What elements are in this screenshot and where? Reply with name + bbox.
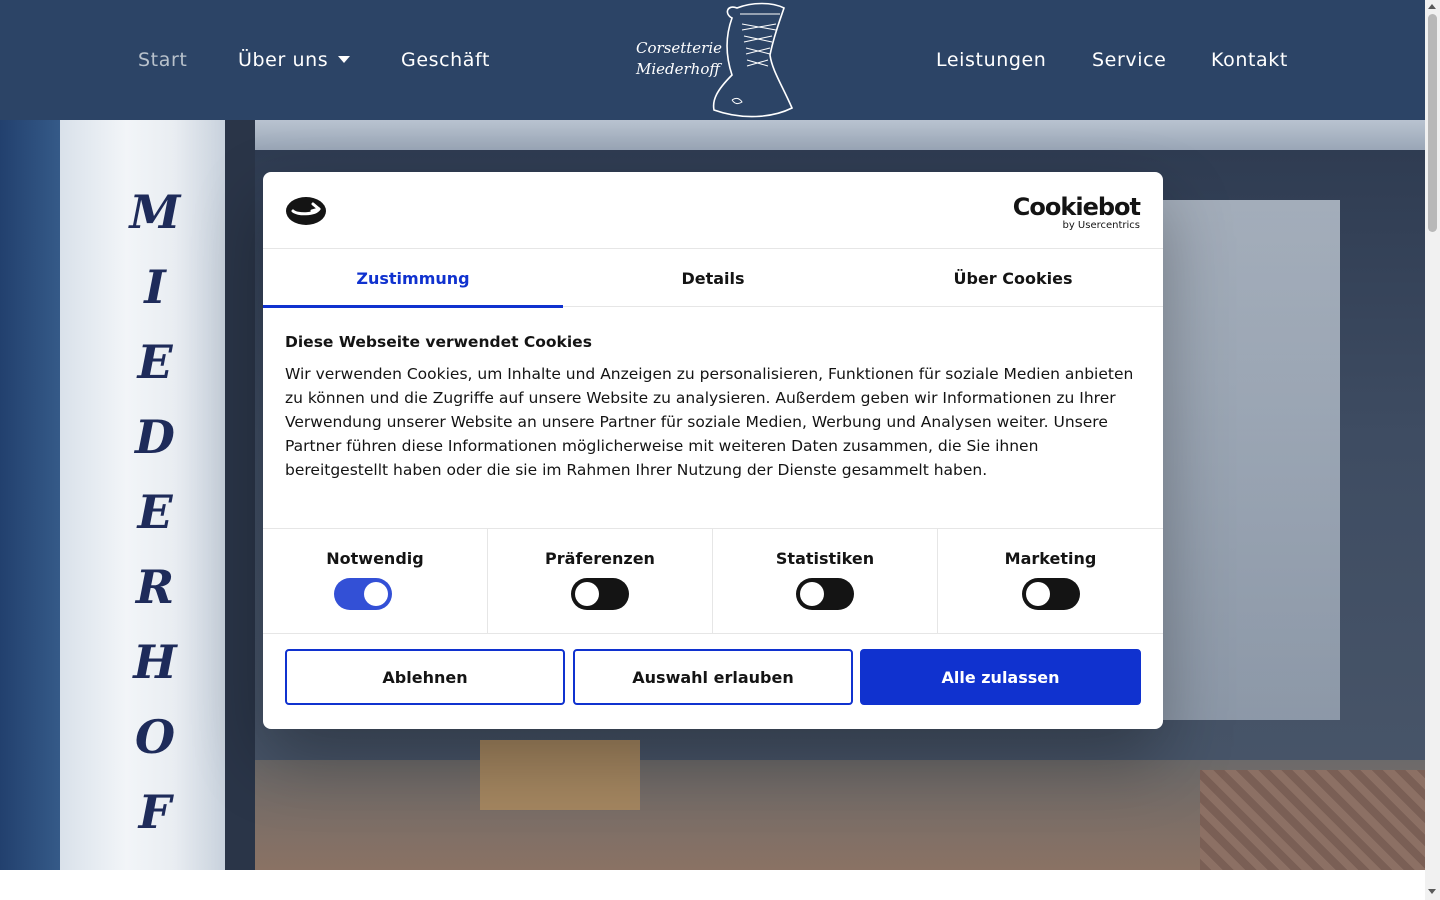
pillar-letter: E [137,485,173,539]
tab-details[interactable]: Details [681,268,745,288]
hero-doormat [480,740,640,810]
toggle-statistics-switch[interactable] [796,578,854,610]
toggle-necessary-switch[interactable] [334,578,392,610]
pillar-letter: D [135,410,175,464]
pillar-letter: I [144,260,166,314]
nav-service[interactable]: Service [1092,49,1167,71]
cookiebot-subtitle: by Usercentrics [1062,220,1140,231]
toggle-necessary [263,529,488,634]
cookie-category-toggles [263,528,1163,634]
nav-services[interactable]: Leistungen [936,49,1047,71]
nav-about-label: Über uns [238,49,329,71]
pillar-sign [100,175,210,850]
hero-pillar-shadow [225,120,255,870]
page-content-area [0,870,1425,900]
nav-shop[interactable]: Geschäft [401,49,491,71]
logo-text-line2: Miederhoff [636,60,721,78]
nav-contact[interactable]: Kontakt [1211,49,1288,71]
hero-pillar-edge [0,120,60,870]
hero-pavement [1200,770,1425,870]
toggle-preferences-switch[interactable] [571,578,629,610]
cookie-dialog-title: Diese Webseite verwendet Cookies [285,333,592,351]
scroll-up-arrow-icon[interactable] [1428,4,1436,9]
toggle-necessary-label: Notwendig [326,549,424,568]
cookiebot-name: Cookiebot [1012,193,1140,221]
pillar-letter: E [137,335,173,389]
toggle-statistics-label: Statistiken [775,549,875,568]
scroll-down-arrow-icon[interactable] [1428,889,1436,894]
toggle-preferences-label: Präferenzen [545,549,655,568]
caret-down-icon [338,56,350,63]
cookie-dialog-header [263,172,1163,249]
hero-window-display [1150,200,1340,720]
toggle-statistics [713,529,938,634]
allow-selection-button[interactable]: Auswahl erlauben [573,649,853,705]
pillar-letter: F [138,785,172,839]
cookie-tabs [263,249,1163,307]
switch-knob [364,582,388,606]
pillar-letter: M [129,185,181,239]
nav-start[interactable]: Start [138,49,188,71]
scrollbar-thumb[interactable] [1428,14,1437,232]
allow-all-button[interactable]: Alle zulassen [860,649,1141,705]
pillar-letter: R [135,560,175,614]
toggle-preferences [488,529,713,634]
tab-consent[interactable]: Zustimmung [263,249,563,307]
switch-knob [800,582,824,606]
pillar-letter: H [133,635,177,689]
logo-text-line1: Corsetterie [636,39,723,57]
nav-about[interactable] [238,48,350,72]
cookie-dialog-body [285,330,1141,482]
site-header [0,0,1425,120]
toggle-marketing-switch[interactable] [1022,578,1080,610]
switch-knob [1026,582,1050,606]
cookiebot-brand[interactable] [1013,194,1140,232]
toggle-marketing [938,529,1163,634]
tab-about-cookies[interactable]: Über Cookies [953,268,1073,288]
cookie-dialog-buttons [285,649,1141,705]
cookie-dialog-text: Wir verwenden Cookies, um Inhalte und Anzeigen zu personalisieren, Funktionen für soziale Medien anbieten zu können und die Zugriffe auf unsere Website zu analysieren. Außerdem geben wir Informationen zu Ihrer Verwendung unserer Website an unsere Partner für soziale Medien, Werbung und Analysen weiter. Unsere Partner führen diese Informationen möglicherweise mit weiteren Daten zusammen, die Sie ihnen bereitgestellt haben oder die sie im Rahmen Ihrer Nutzung der Dienste gesammelt haben. [285,365,1134,479]
pillar-letter: O [134,710,176,764]
switch-knob [575,582,599,606]
toggle-marketing-label: Marketing [1004,549,1097,568]
cookie-consent-dialog [263,172,1163,729]
cookie-logo-icon [285,196,327,226]
decline-button[interactable]: Ablehnen [285,649,565,705]
